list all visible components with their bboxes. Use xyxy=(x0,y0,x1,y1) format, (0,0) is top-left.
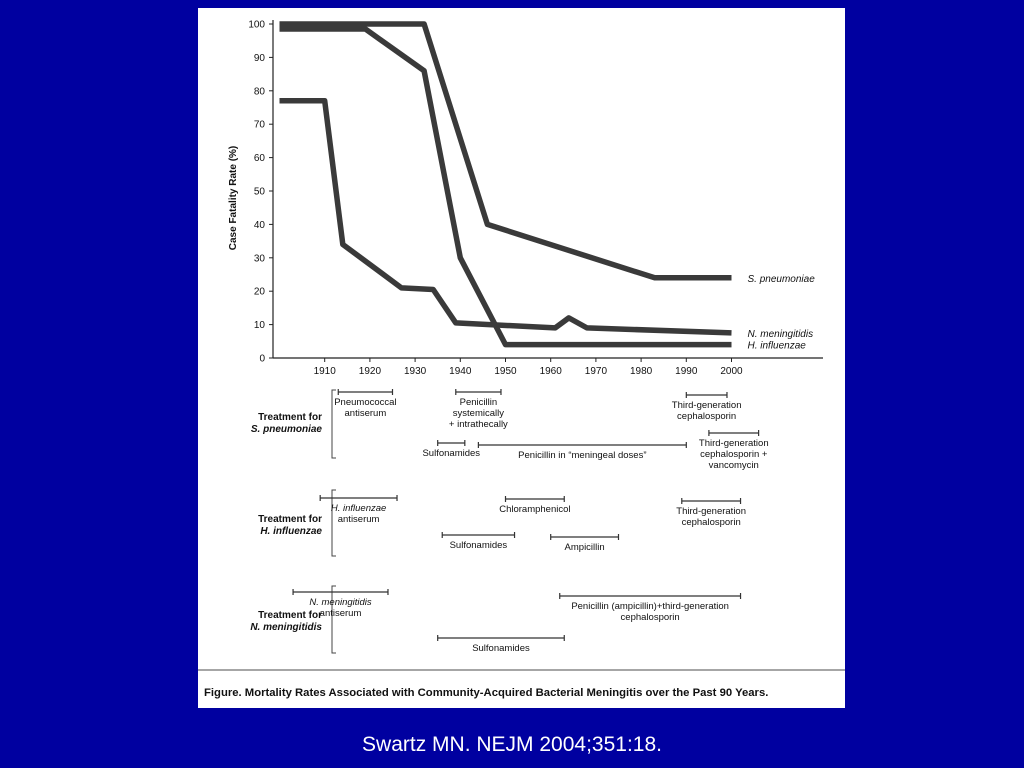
treatment-label: Pneumococcal xyxy=(334,397,397,408)
treatment-label: Penicillin in “meningeal doses” xyxy=(518,450,647,461)
treatment-group-bracket xyxy=(332,490,336,556)
treatment-group-title: Treatment for xyxy=(258,412,322,423)
mortality-chart xyxy=(198,8,845,708)
treatment-label-organism: H. influenzae xyxy=(330,503,387,514)
x-tick-label: 1990 xyxy=(675,366,698,377)
series-line-s-pneumoniae xyxy=(280,24,732,278)
y-tick-label: 100 xyxy=(248,19,265,31)
treatment-label: Sulfonamides xyxy=(472,643,530,654)
treatment-label: cephalosporin xyxy=(620,612,680,623)
treatment-label: Sulfonamides xyxy=(449,540,508,551)
citation: Swartz MN. NEJM 2004;351:18. xyxy=(362,733,662,756)
treatment-timelines xyxy=(250,389,768,654)
treatment-label-organism: N. meningitidis xyxy=(309,597,372,608)
treatment-group-organism: N. meningitidis xyxy=(250,622,322,633)
treatment-label: Sulfonamides xyxy=(422,448,481,459)
treatment-label: Third-generation xyxy=(671,400,742,411)
y-tick-label: 40 xyxy=(253,219,265,231)
treatment-label: cephalosporin xyxy=(677,411,737,422)
y-tick-label: 60 xyxy=(253,153,265,165)
x-tick-label: 1950 xyxy=(494,366,517,377)
y-tick-label: 10 xyxy=(253,320,265,332)
treatment-label: vancomycin xyxy=(708,460,759,471)
y-tick-label: 0 xyxy=(259,353,265,365)
treatment-label: antiserum xyxy=(319,608,362,619)
series-label-s-pneumoniae: S. pneumoniae xyxy=(747,273,815,285)
treatment-group-title: Treatment for xyxy=(258,514,322,525)
series-label-h-influenzae: H. influenzae xyxy=(747,340,806,352)
x-tick-label: 1970 xyxy=(584,366,608,377)
x-tick-label: 2000 xyxy=(720,366,743,377)
x-tick-label: 1940 xyxy=(449,366,472,377)
y-tick-label: 50 xyxy=(253,186,265,198)
y-tick-label: 20 xyxy=(253,286,265,298)
series-label-n-meningitidis: N. meningitidis xyxy=(747,328,814,340)
treatment-label: antiserum xyxy=(344,408,387,419)
figure-caption: Figure. Mortality Rates Associated with Community-Acquired Bacterial Meningitis over the Past 90 Years. xyxy=(204,687,769,699)
treatment-group-organism: S. pneumoniae xyxy=(250,424,322,435)
figure-panel xyxy=(198,8,845,708)
treatment-label: cephalosporin xyxy=(681,517,741,528)
y-tick-label: 70 xyxy=(253,119,265,131)
treatment-group-organism: H. influenzae xyxy=(260,526,322,537)
treatment-label: Penicillin (ampicillin)+third-generation xyxy=(571,601,729,612)
series-line-n-meningitidis xyxy=(280,101,732,333)
treatment-label: systemically xyxy=(452,408,504,419)
series-labels xyxy=(748,274,816,352)
treatment-label: Chloramphenicol xyxy=(499,504,571,515)
y-tick-label: 80 xyxy=(253,86,265,98)
treatment-label: Third-generation xyxy=(698,438,769,449)
treatment-group-title: Treatment for xyxy=(258,610,322,621)
x-tick-label: 1920 xyxy=(358,366,382,377)
treatment-label: cephalosporin + xyxy=(700,449,768,460)
treatment-label: Penicillin xyxy=(459,397,498,408)
treatment-label: Third-generation xyxy=(676,506,747,517)
series-line-h-influenzae xyxy=(280,29,732,345)
y-axis-label: Case Fatality Rate (%) xyxy=(228,145,239,251)
treatment-label: antiserum xyxy=(337,514,380,525)
treatment-label: Ampicillin xyxy=(564,542,605,553)
y-tick-label: 30 xyxy=(253,253,265,265)
treatment-label: + intrathecally xyxy=(448,419,508,430)
x-tick-label: 1960 xyxy=(539,366,562,377)
y-tick-label: 90 xyxy=(253,52,265,64)
x-tick-label: 1930 xyxy=(403,366,427,377)
series-lines xyxy=(280,24,732,345)
x-tick-label: 1980 xyxy=(629,366,653,377)
x-tick-label: 1910 xyxy=(313,366,336,377)
